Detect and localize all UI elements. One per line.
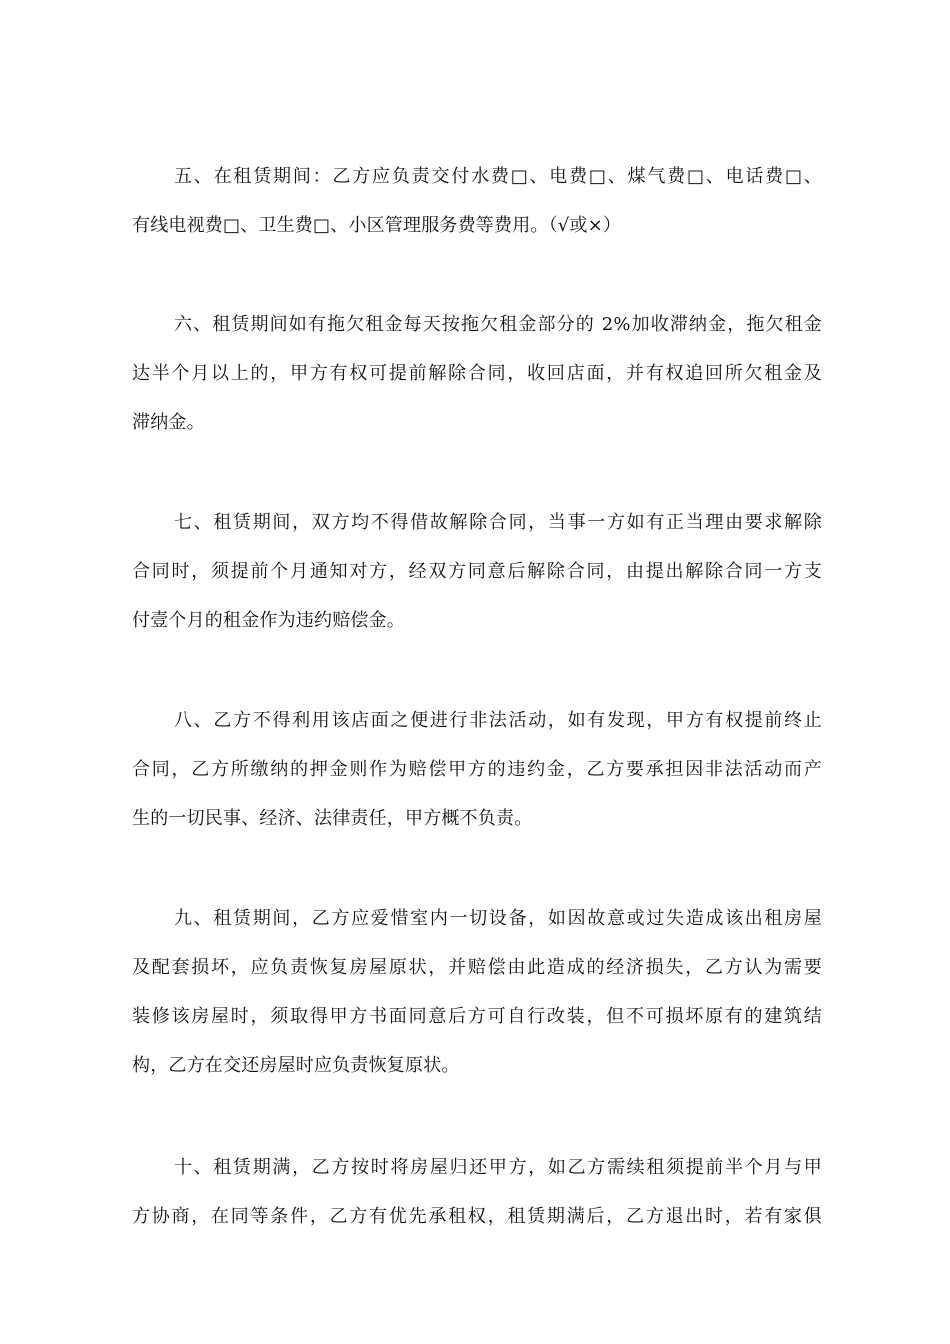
clause-5: [132, 152, 822, 250]
clause-5-line-1: 五、在租赁期间：乙方应负责交付水费□、电费□、煤气费□、电话费□、: [174, 166, 822, 187]
clause-7-line-3: 付壹个月的租金作为违约赔偿金。: [132, 610, 405, 631]
clause-7: [132, 498, 822, 645]
clause-9-line-3: 装修该房屋时，须取得甲方书面同意后方可自行改装，但不可损坏原有的建筑结: [132, 1006, 822, 1027]
clause-10-line-1: 十、租赁期满，乙方按时将房屋归还甲方，如乙方需续租须提前半个月与甲: [174, 1157, 822, 1178]
clause-7-line-1: 七、租赁期间，双方均不得借故解除合同，当事一方如有正当理由要求解除: [174, 512, 822, 533]
clause-8-line-3: 生的一切民事、经济、法律责任，甲方概不负责。: [132, 808, 533, 829]
clause-6-line-1: 六、租赁期间如有拖欠租金每天按拖欠租金部分的 2%加收滞纳金，拖欠租金: [174, 314, 822, 335]
clause-6-line-3: 滞纳金。: [132, 412, 205, 433]
clause-10: [132, 1143, 822, 1241]
clause-9-line-4: 构，乙方在交还房屋时应负责恢复原状。: [132, 1055, 460, 1076]
clause-9-line-1: 九、租赁期间，乙方应爱惜室内一切设备，如因故意或过失造成该出租房屋: [174, 908, 822, 929]
clause-8-line-1: 八、乙方不得利用该店面之便进行非法活动，如有发现，甲方有权提前终止: [174, 710, 822, 731]
clause-9: [132, 894, 822, 1090]
clause-6: [132, 300, 822, 447]
clause-8: [132, 696, 822, 843]
clause-5-line-2: 有线电视费□、卫生费□、小区管理服务费等费用。（√或×）: [132, 215, 622, 236]
clause-6-line-2: 达半个月以上的，甲方有权可提前解除合同，收回店面，并有权追回所欠租金及: [132, 363, 822, 384]
clause-7-line-2: 合同时，须提前个月通知对方，经双方同意后解除合同，由提出解除合同一方支: [132, 561, 822, 582]
clause-8-line-2: 合同，乙方所缴纳的押金则作为赔偿甲方的违约金，乙方要承担因非法活动而产: [132, 759, 822, 780]
clause-10-line-2: 方协商，在同等条件，乙方有优先承租权，租赁期满后，乙方退出时，若有家俱: [132, 1206, 822, 1227]
clause-9-line-2: 及配套损坏，应负责恢复房屋原状，并赔偿由此造成的经济损失，乙方认为需要: [132, 957, 822, 978]
